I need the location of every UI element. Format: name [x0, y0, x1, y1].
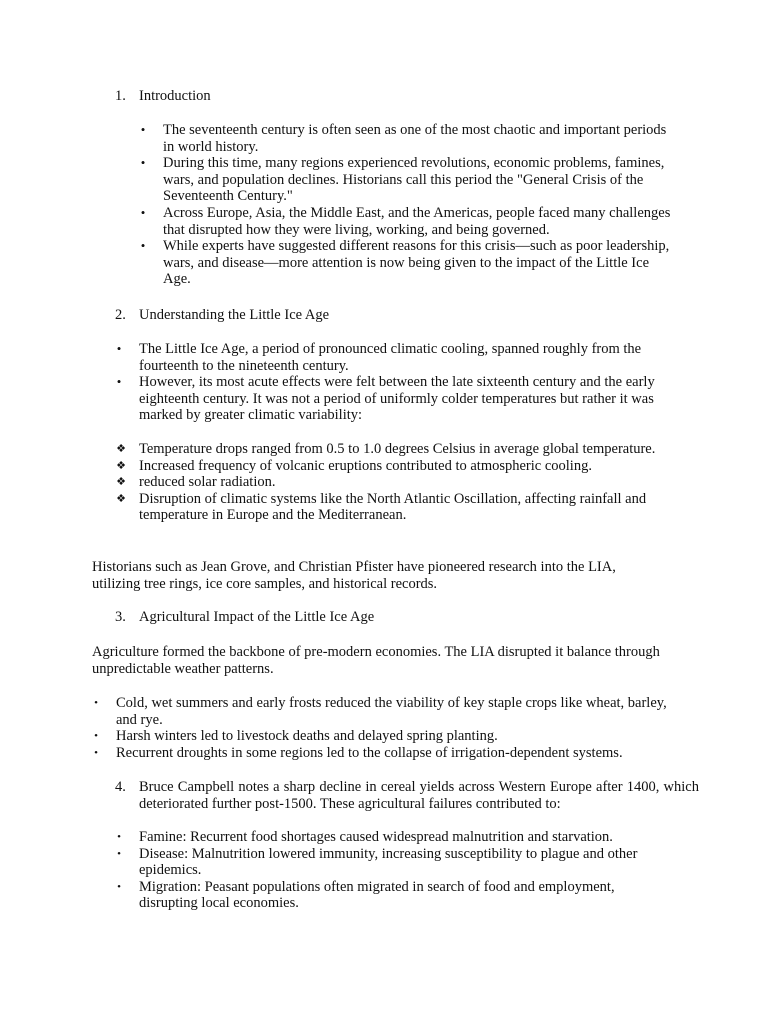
list-item	[117, 845, 675, 879]
list-item	[116, 474, 675, 491]
diamond-bullet-icon: ❖	[116, 476, 126, 489]
section-1-number: 1.	[115, 88, 126, 104]
list-item-text: Recurrent droughts in some regions led to the collapse of irrigation-dependent systems.	[116, 744, 623, 761]
section-2-bullet-list	[116, 341, 675, 424]
list-item-text: During this time, many regions experienced revolutions, economic problems, famines, wars, and population declines. Historians call this period the "General Crisis of the Seventeenth Century."	[163, 155, 665, 205]
list-item-text: The Little Ice Age, a period of pronounced climatic cooling, spanned roughly from the fourteenth to the nineteenth century.	[139, 341, 642, 374]
bullet-marker-icon: •	[116, 374, 122, 390]
section-3-title: Agricultural Impact of the Little Ice Age	[139, 609, 375, 625]
list-item-text: Across Europe, Asia, the Middle East, and the Americas, people faced many challenges that disrupted how they were living, working, and being governed.	[163, 204, 671, 238]
section-2-number: 2.	[115, 307, 126, 323]
bullet-marker-icon: •	[117, 847, 121, 860]
list-item-text: Increased frequency of volcanic eruptions contributed to atmospheric cooling.	[139, 457, 592, 474]
bullet-marker-icon: •	[140, 204, 146, 220]
list-item-text: While experts have suggested different reasons for this crisis—such as poor leadership, wars, and disease—more attention is now being given to the impact of the Little Ice Age.	[163, 238, 670, 288]
bullet-marker-icon: •	[117, 831, 121, 843]
bullet-marker-icon: •	[140, 122, 146, 137]
list-item-text: Temperature drops ranged from 0.5 to 1.0 degrees Celsius in average global temperature.	[139, 441, 656, 457]
bullet-marker-icon: •	[117, 880, 121, 893]
list-item-text: Famine: Recurrent food shortages caused widespread malnutrition and starvation.	[139, 829, 613, 845]
bullet-marker-icon: •	[140, 238, 146, 254]
bullet-marker-icon: •	[140, 155, 146, 171]
list-item	[117, 878, 675, 912]
list-item	[116, 374, 675, 424]
list-item	[94, 728, 676, 745]
list-item-text: Cold, wet summers and early frosts reduced the viability of key staple crops like wheat, barley, and rye.	[116, 695, 667, 728]
list-item	[140, 204, 675, 238]
list-item	[140, 238, 675, 288]
section-2-diamond-list	[116, 441, 675, 524]
list-item	[116, 441, 675, 458]
list-item	[94, 744, 676, 762]
list-item	[116, 341, 675, 374]
diamond-bullet-icon: ❖	[116, 443, 126, 455]
historians-paragraph: Historians such as Jean Grove, and Christian Pfister have pioneered research into the LIA, utilizing tree rings, ice core samples, and historical records.	[92, 559, 616, 592]
section-2-heading	[115, 307, 329, 324]
bullet-marker-icon: •	[116, 341, 122, 356]
section-3-number: 3.	[115, 609, 126, 625]
section-3-bullet-list	[94, 695, 676, 761]
list-item	[140, 122, 675, 155]
list-item	[94, 695, 676, 728]
section-1-heading	[115, 88, 211, 105]
section-3-heading	[115, 609, 374, 626]
section-1-title: Introduction	[139, 88, 211, 104]
agriculture-paragraph: Agriculture formed the backbone of pre-modern economies. The LIA disrupted it balance through unpredictable weather patterns.	[92, 644, 660, 677]
list-item-text: Migration: Peasant populations often migrated in search of food and employment, disrupting local economies.	[139, 878, 615, 912]
list-item-text: Harsh winters led to livestock deaths and delayed spring planting.	[116, 728, 498, 745]
section-2-title: Understanding the Little Ice Age	[139, 307, 330, 323]
section-4-text: Bruce Campbell notes a sharp decline in cereal yields across Western Europe after 1400, which deteriorated further post-1500. These agricultural failures contributed to:	[139, 779, 699, 812]
bullet-marker-icon: •	[94, 746, 98, 759]
bullet-marker-icon: •	[94, 730, 98, 743]
list-item	[140, 155, 675, 205]
list-item	[117, 829, 675, 846]
section-4-paragraph	[115, 779, 699, 813]
diamond-bullet-icon: ❖	[116, 492, 126, 505]
list-item	[116, 457, 675, 475]
list-item-text: Disease: Malnutrition lowered immunity, increasing susceptibility to plague and other epidemics.	[139, 845, 638, 879]
section-4-number: 4.	[115, 779, 126, 795]
section-1-bullet-list	[140, 122, 675, 288]
list-item-text: The seventeenth century is often seen as one of the most chaotic and important periods in world history.	[163, 122, 667, 155]
section-4-bullet-list	[117, 829, 675, 912]
list-item-text: reduced solar radiation.	[139, 474, 276, 491]
diamond-bullet-icon: ❖	[116, 459, 126, 472]
list-item-text: Disruption of climatic systems like the North Atlantic Oscillation, affecting rainfall and temperature in Europe and the Mediterranean.	[139, 490, 647, 524]
bullet-marker-icon: •	[94, 697, 98, 709]
list-item-text: However, its most acute effects were felt between the late sixteenth century and the early eighteenth century. It was not a period of uniformly colder temperatures but rather it was marked by greater climatic variability:	[139, 374, 655, 424]
list-item	[116, 490, 675, 524]
